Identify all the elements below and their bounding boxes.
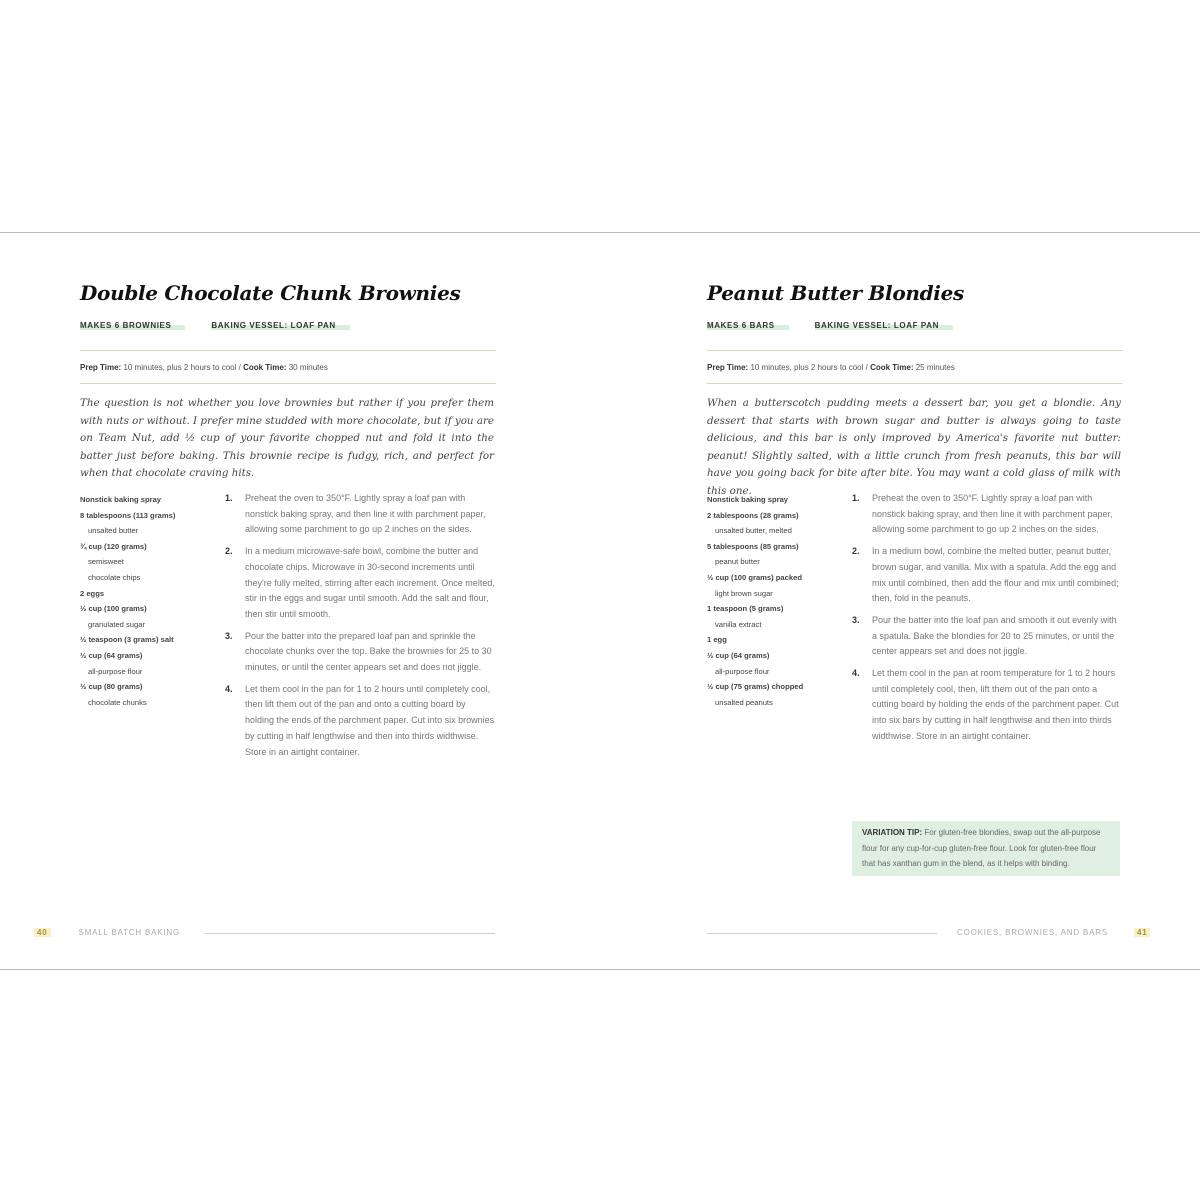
ingredient-line: 2 eggs xyxy=(80,588,105,598)
ingredient-line: Nonstick baking spray xyxy=(80,495,162,504)
ingredient-list xyxy=(80,492,210,710)
step-text: Pour the batter into the loaf pan and smooth it out evenly with a spatula. Bake the blondies for 20 to 25 minutes, or until the center appears set and does not jiggle. xyxy=(872,614,1117,657)
ingredient-line: ½ cup (64 grams) xyxy=(707,650,770,660)
step-number: 2. xyxy=(852,546,860,557)
step-number: 1. xyxy=(852,493,860,503)
ingredient-line: all-purpose flour xyxy=(88,666,143,676)
footer-rule xyxy=(205,933,495,934)
prep-label: Prep Time: xyxy=(80,363,122,372)
ingredient-line: 2 tablespoons (28 grams) xyxy=(707,510,799,520)
prep-value: 10 minutes, plus 2 hours to cool / xyxy=(750,363,871,372)
step-text: Let them cool in the pan for 1 to 2 hours until completely cool, then lift them out of the pan and onto a cutting board by holding the ends of the parchment paper. Cut into six brownies by cutting in half lengthwise and then into thirds widthwise. Store in an airtight container. xyxy=(245,683,495,757)
ingredient-line: 8 tablespoons (113 grams) xyxy=(80,510,176,520)
step-item xyxy=(852,491,1124,538)
step-text: Preheat the oven to 350°F. Lightly spray a loaf pan with nonstick baking spray, and then line it with parchment paper, allowing some parchment to go up 2 inches on the sides. xyxy=(245,493,486,535)
step-item xyxy=(852,544,1124,607)
step-list xyxy=(225,491,497,766)
ingredient-line: unsalted butter xyxy=(88,526,139,536)
yield-label: MAKES 6 BARS xyxy=(707,321,789,330)
cook-value: 25 minutes xyxy=(915,363,955,372)
ingredient-list xyxy=(707,492,837,710)
ingredient-line: light brown sugar xyxy=(715,588,773,598)
recipe-intro: When a butterscotch pudding meets a dessert bar, you get a blondie. Any dessert that starts with brown sugar and butter is always going to taste delicious, and this bar is only improved by America's favorite nut butter: peanut! Slightly salted, with a little crunch from fresh peanuts, this bar will have you going back for bite after bite. You may want a cold glass of milk with this one. xyxy=(707,397,1121,497)
yield-label: MAKES 6 BROWNIES xyxy=(80,321,185,330)
step-item xyxy=(225,544,497,623)
vessel-label: BAKING VESSEL: LOAF PAN xyxy=(815,321,953,330)
book-spread xyxy=(0,232,1200,970)
page-footer xyxy=(34,928,180,937)
cook-value: 30 minutes xyxy=(288,363,328,372)
prep-value: 10 minutes, plus 2 hours to cool / xyxy=(123,363,244,372)
recipe-title: Peanut Butter Blondies xyxy=(707,281,964,305)
ingredient-line: peanut butter xyxy=(715,557,760,567)
ingredient-line: ½ cup (75 grams) chopped xyxy=(707,682,804,692)
footer-rule xyxy=(707,933,937,934)
page-footer xyxy=(957,928,1150,937)
time-info xyxy=(707,363,955,372)
ingredient-line: unsalted butter, melted xyxy=(715,526,792,536)
step-item xyxy=(225,682,497,761)
ingredient-line: 1 teaspoon (5 grams) xyxy=(707,604,784,614)
ingredient-line: chocolate chips xyxy=(88,572,141,582)
step-number: 4. xyxy=(852,668,860,679)
step-number: 1. xyxy=(225,493,233,503)
ingredient-line: unsalted peanuts xyxy=(715,697,773,707)
step-item xyxy=(225,629,497,676)
cook-label: Cook Time: xyxy=(243,363,287,372)
step-number: 3. xyxy=(852,614,860,625)
step-text: Pour the batter into the prepared loaf pan and sprinkle the chocolate chunks over the top. Bake the brownies for 25 to 30 minutes, or until the center appears set and does not jiggle. xyxy=(245,630,492,673)
vessel-label: BAKING VESSEL: LOAF PAN xyxy=(211,321,349,330)
step-number: 4. xyxy=(225,683,233,694)
ingredient-line: 1 egg xyxy=(707,635,727,645)
recipe-meta xyxy=(80,321,376,330)
step-text: In a medium microwave-safe bowl, combine the butter and chocolate chips. Microwave in 30-second increments until they're fully melted, stirring after each increment. Once melted, stir in the eggs and sugar until smooth. Add the salt and flour, then stir until smooth. xyxy=(245,546,495,619)
divider xyxy=(80,383,496,384)
step-item xyxy=(852,613,1124,660)
ingredient-line: chocolate chunks xyxy=(88,697,147,707)
recipe-intro: The question is not whether you love brownies but rather if you prefer them with nuts or without. I prefer mine studded with more chocolate, but if you are on Team Nut, add ½ cup of your favorite chopped nut and fold it into the batter just before baking. This brownie recipe is fudgy, rich, and perfect for when that chocolate craving hits. xyxy=(80,397,494,479)
step-list xyxy=(852,491,1124,751)
step-text: Let them cool in the pan at room temperature for 1 to 2 hours until completely cool, then, lift them out of the pan onto a cutting board by holding the ends of the parchment paper. Cut into six bars by cutting in half lengthwise and then into thirds widthwise. Store in an airtight container. xyxy=(872,668,1119,741)
step-text: Preheat the oven to 350°F. Lightly spray a loaf pan with nonstick baking spray, and then line it with parchment paper, allowing some parchment to go up 2 inches on the sides. xyxy=(872,493,1113,535)
ingredient-line: ½ teaspoon (3 grams) salt xyxy=(80,635,174,645)
ingredient-line: ¾ cup (120 grams) xyxy=(80,541,147,551)
step-item xyxy=(852,666,1124,745)
ingredient-line: 5 tablespoons (85 grams) xyxy=(707,541,799,551)
divider xyxy=(707,350,1123,351)
ingredient-line: semisweet xyxy=(88,557,124,567)
ingredient-line: granulated sugar xyxy=(88,619,145,629)
ingredient-line: ½ cup (80 grams) xyxy=(80,682,143,692)
tip-label: VARIATION TIP: xyxy=(862,828,923,837)
recipe-title: Double Chocolate Chunk Brownies xyxy=(80,281,461,305)
divider xyxy=(707,383,1123,384)
right-page xyxy=(627,233,1200,969)
time-info xyxy=(80,363,328,372)
step-text: In a medium bowl, combine the melted butter, peanut butter, brown sugar, and vanilla. Mix with a spatula. Add the egg and mix until combined, then add the flour and mix until combined; then, fold in the peanuts. xyxy=(872,546,1119,604)
running-head: COOKIES, BROWNIES, AND BARS xyxy=(957,928,1108,937)
cook-label: Cook Time: xyxy=(870,363,914,372)
left-page xyxy=(0,233,600,969)
ingredient-line: ½ cup (100 grams) packed xyxy=(707,572,802,582)
ingredient-line: ½ cup (100 grams) xyxy=(80,604,147,614)
tip-text: For gluten-free blondies, swap out the all-purpose flour for any cup-for-cup gluten-free flour. Look for gluten-free flour that has xanthan gum in the blend, as it helps with binding. xyxy=(862,828,1101,869)
step-number: 2. xyxy=(225,546,233,557)
ingredient-line: all-purpose flour xyxy=(715,666,770,676)
step-number: 3. xyxy=(225,630,233,641)
ingredient-line: vanilla extract xyxy=(715,619,762,629)
prep-label: Prep Time: xyxy=(707,363,749,372)
recipe-meta xyxy=(707,321,979,330)
page-number: 40 xyxy=(34,928,51,937)
ingredient-line: Nonstick baking spray xyxy=(707,495,789,504)
ingredient-line: ½ cup (64 grams) xyxy=(80,650,143,660)
divider xyxy=(80,350,496,351)
variation-tip-box xyxy=(852,821,1120,876)
running-head: SMALL BATCH BAKING xyxy=(78,928,181,937)
step-item xyxy=(225,491,497,538)
page-number: 41 xyxy=(1134,928,1151,937)
